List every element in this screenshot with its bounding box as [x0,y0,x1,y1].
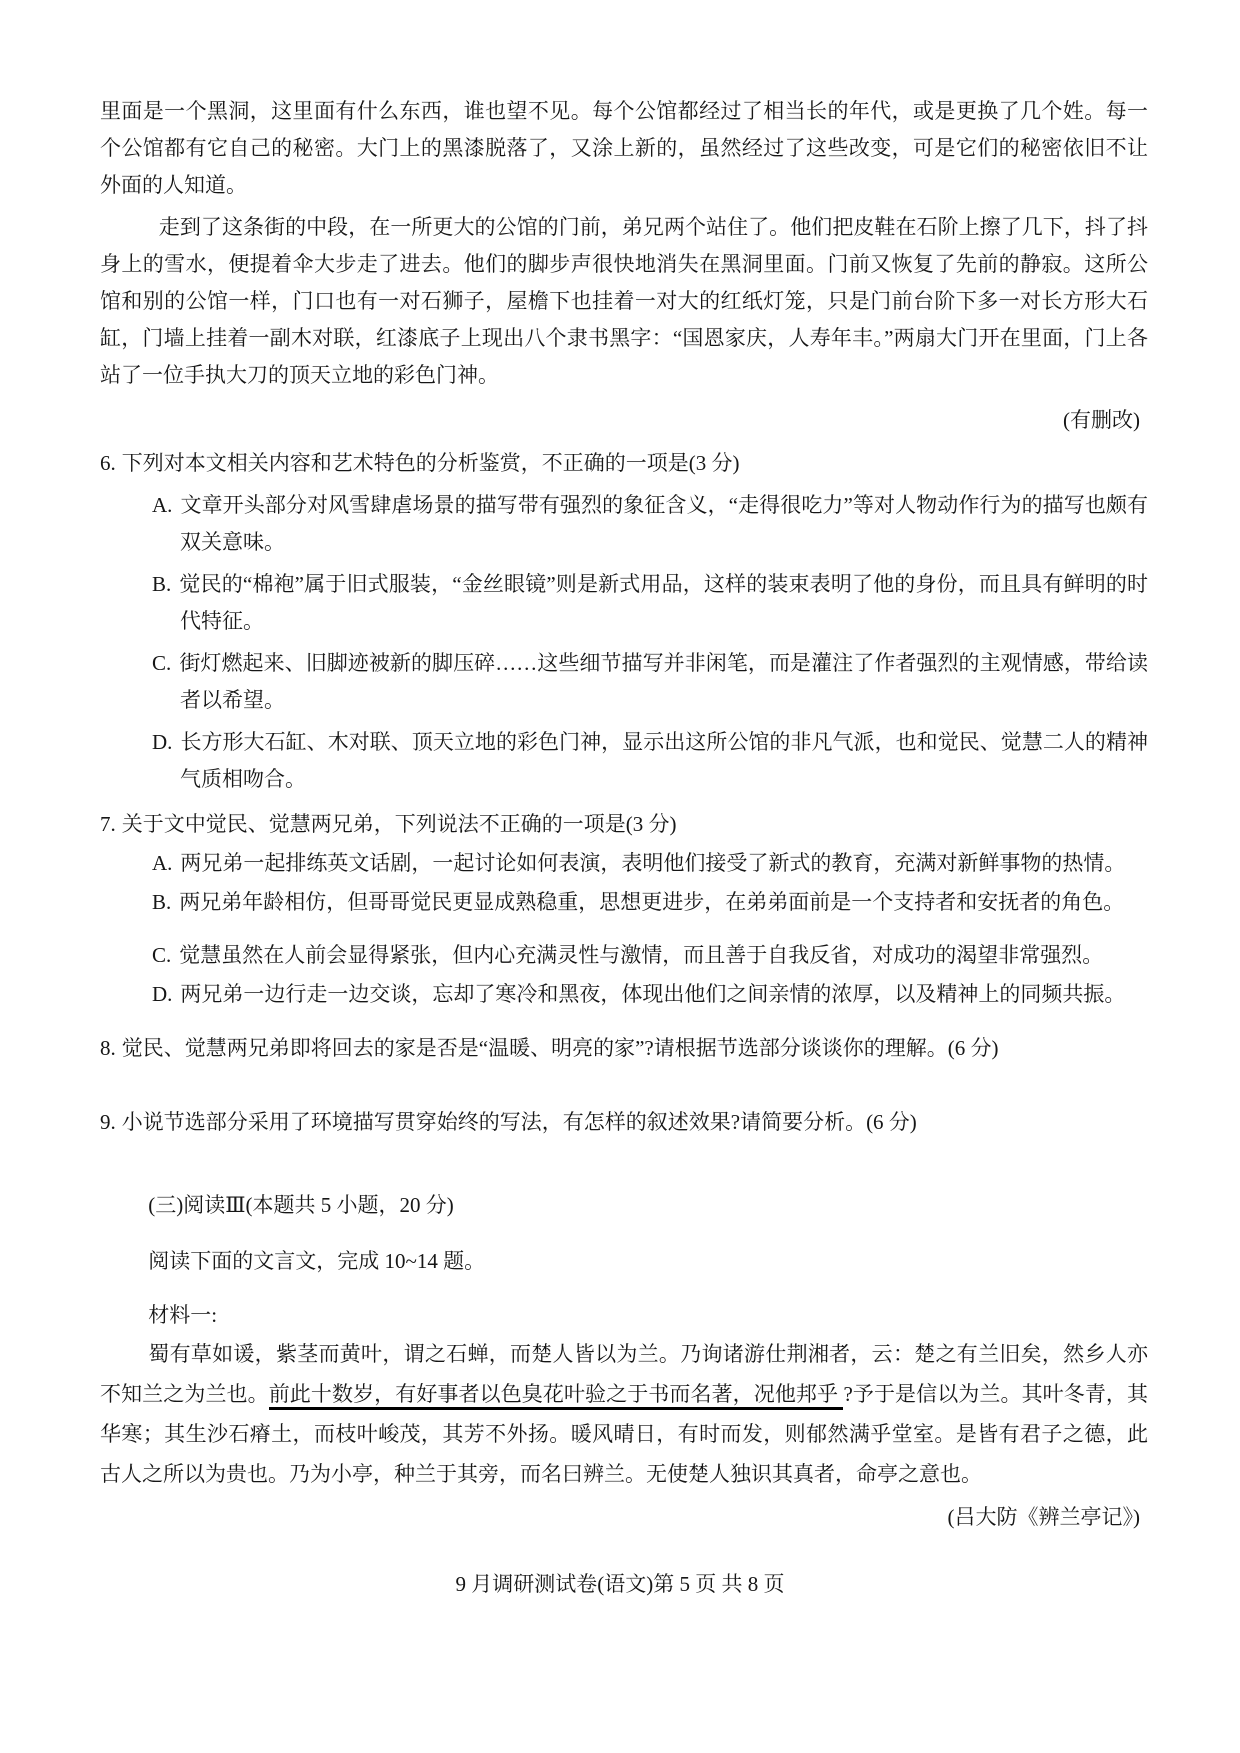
classical-text [100,1334,1148,1494]
passage-paragraph: 走到了这条街的中段，在一所更大的公馆的门前，弟兄两个站住了。他们把皮鞋在石阶上擦了几下，抖了抖身上的雪水，便提着伞大步走了进去。他们的脚步声很快地消失在黑洞里面。门前又恢复了先前的静寂。这所公馆和别的公馆一样，门口也有一对石狮子，屋檐下也挂着一对大的红纸灯笼，只是门前台阶下多一对长方形大石缸，门墙上挂着一副木对联，红漆底子上现出八个隶书黑字：“国恩家庆，人寿年丰。”两扇大门开在里面，门上各站了一位手执大刀的顶天立地的彩色门神。 [100,215,1148,387]
question-7-option-a [100,845,1148,882]
question-8-stem [100,1030,1148,1067]
option-label: C. [152,943,172,967]
option-text: 街灯燃起来、旧脚迹被新的脚压碎……这些细节描写并非闲笔，而是灌注了作者强烈的主观情感，带给读者以希望。 [179,651,1148,712]
question-6 [100,445,1148,798]
question-6-text: 下列对本文相关内容和艺术特色的分析鉴赏，不正确的一项是(3 分) [121,451,740,475]
question-7-number: 7. [100,812,116,836]
option-label: D. [152,982,173,1006]
material-text-after: ?予于是信以为兰。其叶冬青，其华寒；其生沙石瘠土，而枝叶峻茂，其芳不外扬。暖风晴日，有时而发，则郁然满乎堂室。是皆有君子之德，此古人之所以为贵也。乃为小亭，种兰于其旁，而名曰辨兰。无使楚人独识其真者，命亭之意也。 [100,1382,1149,1486]
option-text: 两兄弟一边行走一边交谈，忘却了寒冷和黑夜，体现出他们之间亲情的浓厚，以及精神上的同频共振。 [180,982,1126,1006]
question-7-option-c [100,937,1148,974]
question-7-option-b [100,884,1148,921]
question-6-option-d [100,724,1148,798]
passage-edit-note: (有删改) [1063,408,1140,432]
question-9-number: 9. [100,1110,116,1134]
question-7-option-d [100,976,1148,1013]
option-label: B. [152,572,172,596]
option-label: B. [152,890,172,914]
question-6-stem [100,445,1148,482]
question-6-option-c [100,645,1148,719]
option-label: A. [152,851,173,875]
question-8-text: 觉民、觉慧两兄弟即将回去的家是否是“温暖、明亮的家”?请根据节选部分谈谈你的理解。(6 分) [121,1036,999,1060]
option-text: 文章开头部分对风雪肆虐场景的描写带有强烈的象征含义，“走得很吃力”等对人物动作行为的描写也颇有双关意味。 [180,493,1148,554]
section-three-heading: (三)阅读Ⅲ(本题共 5 小题，20 分) [148,1193,454,1217]
material-source: (吕大防《辨兰亭记》) [947,1505,1140,1529]
option-text: 两兄弟年龄相仿，但哥哥觉民更显成熟稳重，思想更进步，在弟弟面前是一个支持者和安抚者的角色。 [179,890,1125,914]
material-one-label: 材料一: [148,1303,218,1327]
page-footer: 9 月调研测试卷(语文)第 5 页 共 8 页 [455,1572,785,1596]
material-text-underlined: 前此十数岁，有好事者以色臭花叶验之于书而名著，况他邦乎 [269,1382,844,1410]
question-9-text: 小说节选部分采用了环境描写贯穿始终的写法，有怎样的叙述效果?请简要分析。(6 分) [121,1110,917,1134]
option-label: C. [152,651,172,675]
question-7-text: 关于文中觉民、觉慧两兄弟，下列说法不正确的一项是(3 分) [121,812,677,836]
option-text: 觉民的“棉袍”属于旧式服装，“金丝眼镜”则是新式用品，这样的装束表明了他的身份，而且具有鲜明的时代特征。 [179,572,1148,633]
question-6-option-a [100,487,1148,561]
passage-paragraph-continuation: 里面是一个黑洞，这里面有什么东西，谁也望不见。每个公馆都经过了相当长的年代，或是更换了几个姓。每一个公馆都有它自己的秘密。大门上的黑漆脱落了，又涂上新的，虽然经过了这些改变，可是它们的秘密依旧不让外面的人知道。 [100,99,1148,197]
option-label: A. [152,493,173,517]
question-7-stem [100,806,1148,843]
option-text: 长方形大石缸、木对联、顶天立地的彩色门神，显示出这所公馆的非凡气派，也和觉民、觉慧二人的精神气质相吻合。 [180,730,1148,791]
page-content [100,93,1148,1537]
option-text: 觉慧虽然在人前会显得紧张，但内心充满灵性与激情，而且善于自我反省，对成功的渴望非常强烈。 [179,943,1104,967]
question-7 [100,806,1148,1013]
reading-instruction: 阅读下面的文言文，完成 10~14 题。 [148,1249,486,1273]
option-label: D. [152,730,173,754]
material-text-before: 蜀有草如谖，紫茎而黄叶，谓之石蝉，而楚人皆以为兰。乃询诸游仕荆湘者，云：楚之有兰旧矣，然乡人亦不知兰之为兰也。 [100,1342,1148,1406]
question-9-stem [100,1104,1148,1141]
question-6-number: 6. [100,451,116,475]
option-text: 两兄弟一起排练英文话剧，一起讨论如何表演，表明他们接受了新式的教育，充满对新鲜事物的热情。 [180,851,1126,875]
question-6-option-b [100,566,1148,640]
question-8-number: 8. [100,1036,116,1060]
